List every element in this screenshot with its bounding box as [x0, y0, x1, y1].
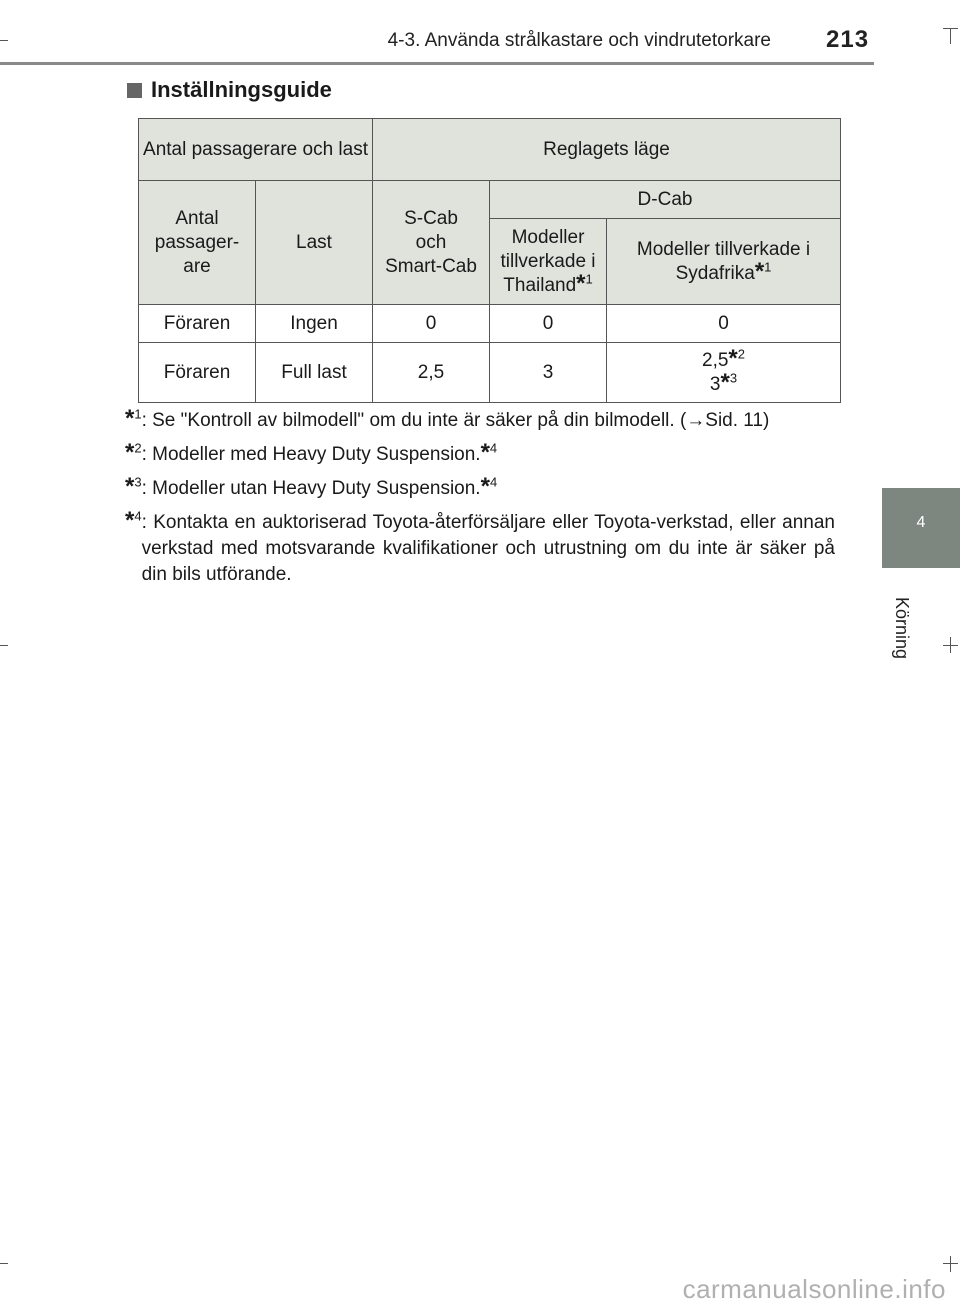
col-header-southafrica — [607, 219, 841, 305]
col-header-scab-line3: Smart-Cab — [385, 255, 477, 277]
footnote-star: * — [125, 439, 135, 466]
footnote-marker — [125, 473, 142, 502]
cell-scab: 2,5 — [373, 343, 490, 403]
chapter-name: Körning — [892, 597, 912, 660]
footnote-star: * — [720, 368, 730, 396]
page-number: 213 — [826, 26, 870, 53]
cell-count: Föraren — [139, 343, 256, 403]
col-header-scab-line1: S-Cab — [404, 207, 458, 229]
crop-mark — [0, 40, 8, 41]
footnotes — [125, 405, 835, 596]
chapter-tab — [882, 488, 960, 568]
footnote-text: : Kontakta en auktoriserad Toyota-återförsäljare eller Toyota-verkstad, eller annan verkstad med motsvarande kvalifikationer och utrustning om du inte är säker på din bils utförande. — [141, 512, 835, 585]
running-header: 4-3. Använda strålkastare och vindrutetorkare — [387, 30, 771, 51]
section-heading-text: Inställningsguide — [151, 77, 332, 102]
footnote-1 — [125, 405, 835, 434]
col-header-thailand-text: Modeller tillverkade i Thailand — [500, 226, 596, 296]
footnote-text: : Se "Kontroll av bilmodell" om du inte är säker på din bilmodell. (→Sid. 11) — [141, 410, 770, 431]
col-header-dcab: D-Cab — [490, 181, 841, 219]
header-passengers-load: Antal passagerare och last — [139, 119, 373, 181]
section-heading — [127, 77, 332, 103]
cell-scab: 0 — [373, 305, 490, 343]
footnote-number: 3 — [134, 474, 142, 490]
footnote-text: : Modeller med Heavy Duty Suspension. — [141, 444, 481, 465]
cell-southafrica-value-b: 3 — [709, 373, 721, 395]
col-header-scab — [373, 181, 490, 305]
footnote-ref: 1 — [764, 259, 772, 275]
col-header-scab-line2: och — [415, 231, 447, 253]
footnote-ref: 4 — [489, 474, 498, 490]
col-header-thailand — [490, 219, 607, 305]
footnote-star: * — [125, 405, 135, 432]
footnote-body — [141, 439, 498, 468]
watermark: carmanualsonline.info — [682, 1274, 946, 1304]
cell-load: Full last — [256, 343, 373, 403]
crop-mark — [0, 1263, 8, 1264]
cell-load: Ingen — [256, 305, 373, 343]
footnote-star: * — [480, 439, 490, 466]
table-row — [139, 305, 841, 343]
cell-southafrica-value-a: 2,5 — [702, 349, 729, 371]
crop-mark — [943, 28, 958, 29]
footnote-3 — [125, 473, 835, 502]
col-header-passenger-count: Antal passager- are — [139, 181, 256, 305]
crop-mark — [943, 1263, 958, 1264]
chapter-number: 4 — [916, 514, 926, 531]
footnote-marker — [125, 507, 142, 588]
footnote-number: 2 — [134, 440, 142, 456]
header-switch-position: Reglagets läge — [373, 119, 841, 181]
footnote-ref: 2 — [737, 346, 745, 362]
cell-count: Föraren — [139, 305, 256, 343]
footnote-ref: 4 — [489, 440, 498, 456]
header-rule — [0, 62, 874, 65]
square-bullet-icon — [127, 83, 142, 98]
footnote-marker — [125, 439, 142, 468]
footnote-2 — [125, 439, 835, 468]
crop-mark — [950, 1256, 951, 1272]
footnote-ref: 1 — [585, 271, 593, 287]
crop-mark — [0, 645, 8, 646]
col-header-load: Last — [256, 181, 373, 305]
cell-southafrica: 0 — [607, 305, 841, 343]
footnote-star: * — [576, 269, 586, 297]
footnote-star: * — [125, 507, 135, 534]
footnote-ref: 3 — [729, 370, 738, 386]
crop-mark — [943, 645, 958, 646]
footnote-text: : Modeller utan Heavy Duty Suspension. — [141, 478, 481, 499]
crop-mark — [950, 28, 951, 44]
cell-thailand: 3 — [490, 343, 607, 403]
footnote-star: * — [125, 473, 135, 500]
footnote-star: * — [728, 344, 738, 372]
footnote-number: 4 — [134, 508, 142, 524]
footnote-number: 1 — [134, 406, 142, 422]
settings-table — [138, 118, 841, 403]
col-header-southafrica-text: Modeller tillverkade i Sydafrika — [636, 238, 811, 284]
footnote-star: * — [480, 473, 490, 500]
cell-thailand: 0 — [490, 305, 607, 343]
footnote-body — [141, 473, 498, 502]
table-row — [139, 343, 841, 403]
cell-southafrica — [607, 343, 841, 403]
footnote-4 — [125, 507, 835, 588]
footnote-marker — [125, 405, 142, 434]
footnote-star: * — [754, 257, 765, 285]
